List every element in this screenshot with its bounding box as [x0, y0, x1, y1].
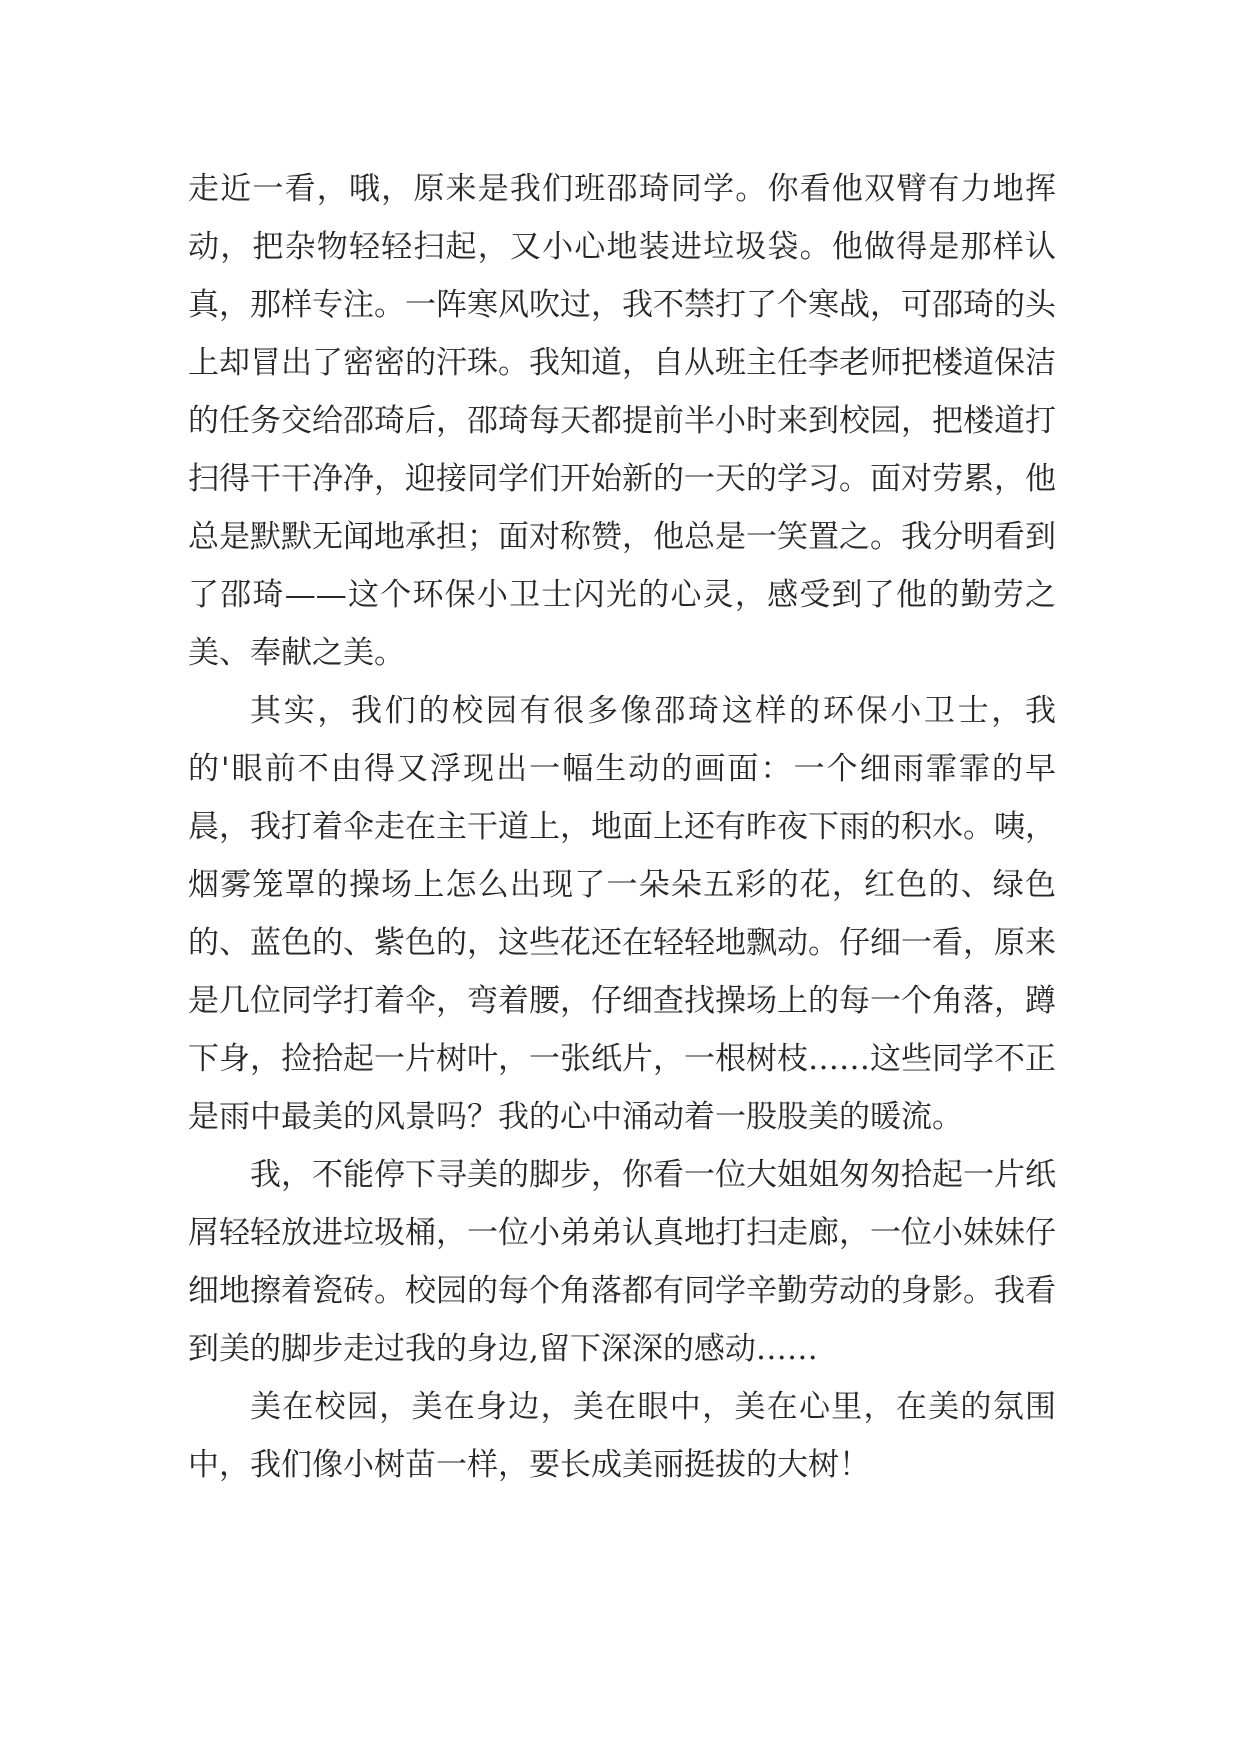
document-body [188, 160, 1056, 1494]
paragraph-2: 其实，我们的校园有很多像邵琦这样的环保小卫士，我的'眼前不由得又浮现出一幅生动的画面：一个细雨霏霏的早晨，我打着伞走在主干道上，地面上还有昨夜下雨的积水。咦，烟雾笼罩的操场上怎么出现了一朵朵五彩的花，红色的、绿色的、蓝色的、紫色的，这些花还在轻轻地飘动。仔细一看，原来是几位同学打着伞，弯着腰，仔细查找操场上的每一个角落，蹲下身，捡拾起一片树叶，一张纸片，一根树枝……这些同学不正是雨中最美的风景吗？我的心中涌动着一股股美的暖流。 [188, 693, 1056, 1135]
paragraph-1: 走近一看，哦，原来是我们班邵琦同学。你看他双臂有力地挥动，把杂物轻轻扫起，又小心地装进垃圾袋。他做得是那样认真，那样专注。一阵寒风吹过，我不禁打了个寒战，可邵琦的头上却冒出了密密的汗珠。我知道，自从班主任李老师把楼道保洁的任务交给邵琦后，邵琦每天都提前半小时来到校园，把楼道打扫得干干净净，迎接同学们开始新的一天的学习。面对劳累，他总是默默无闻地承担；面对称赞，他总是一笑置之。我分明看到了邵琦——这个环保小卫士闪光的心灵，感受到了他的勤劳之美、奉献之美。 [188, 171, 1056, 671]
paragraph-3: 我，不能停下寻美的脚步，你看一位大姐姐匆匆拾起一片纸屑轻轻放进垃圾桶，一位小弟弟认真地打扫走廊，一位小妹妹仔细地擦着瓷砖。校园的每个角落都有同学辛勤劳动的身影。我看到美的脚步走过我的身边,留下深深的感动…… [188, 1157, 1056, 1367]
paragraph-4: 美在校园，美在身边，美在眼中，美在心里，在美的氛围中，我们像小树苗一样，要长成美丽挺拔的大树！ [188, 1389, 1056, 1483]
